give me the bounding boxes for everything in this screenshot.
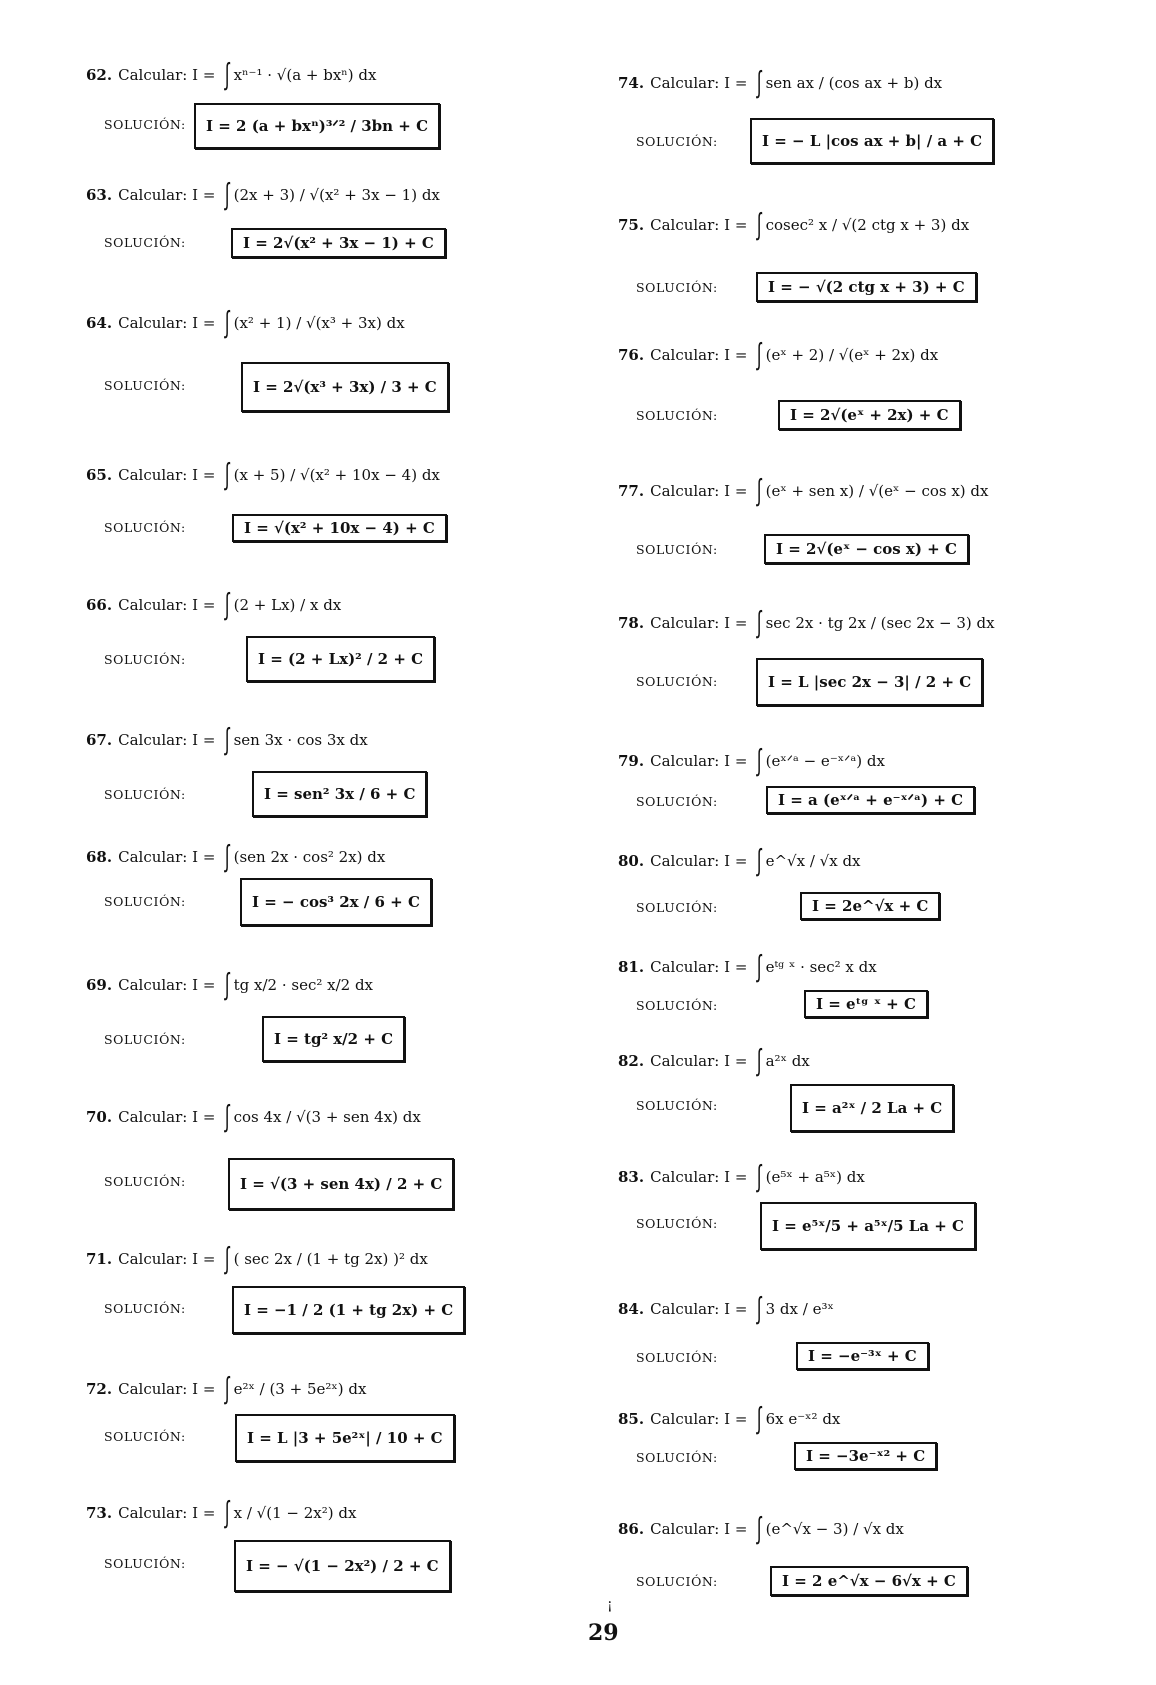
integral-sign-icon: ∫ <box>757 1291 762 1326</box>
problem-label: Calcular: I = <box>118 1250 216 1268</box>
problem-label: Calcular: I = <box>650 752 748 770</box>
solution-label: SOLUCIÓN: <box>636 998 718 1013</box>
answer-box: I = 2√(eˣ − cos x) + C <box>764 534 969 564</box>
answer-box: I = e⁵ˣ/5 + a⁵ˣ/5 La + C <box>760 1202 976 1250</box>
integrand: e²ˣ / (3 + 5e²ˣ) dx <box>233 1380 367 1398</box>
problem-number: 70. <box>86 1108 113 1126</box>
answer-box: I = eᵗᵍ ˣ + C <box>804 990 928 1018</box>
problem-label: Calcular: I = <box>650 1300 748 1318</box>
integral-sign-icon: ∫ <box>225 457 230 492</box>
integral-sign-icon: ∫ <box>757 743 762 778</box>
problem-number: 85. <box>618 1410 645 1428</box>
solution-label: SOLUCIÓN: <box>636 794 718 809</box>
answer-box: I = tg² x/2 + C <box>262 1016 405 1062</box>
answer-box: I = − √(2 ctg x + 3) + C <box>756 272 977 302</box>
problem-label: Calcular: I = <box>650 1052 748 1070</box>
integrand: (x² + 1) / √(x³ + 3x) dx <box>233 314 405 332</box>
integrand: 3 dx / e³ˣ <box>765 1300 834 1318</box>
answer-box: I = √(x² + 10x − 4) + C <box>232 514 447 542</box>
integral-sign-icon: ∫ <box>757 1043 762 1078</box>
answer-box: I = a (eˣᐟᵃ + e⁻ˣᐟᵃ) + C <box>766 786 975 814</box>
solution-label: SOLUCIÓN: <box>104 235 186 250</box>
solution-label: SOLUCIÓN: <box>636 408 718 423</box>
integrand: 6x e⁻ˣ² dx <box>765 1410 841 1428</box>
answer-box: I = a²ˣ / 2 La + C <box>790 1084 954 1132</box>
solution-label: SOLUCIÓN: <box>636 542 718 557</box>
integral-sign-icon: ∫ <box>225 1495 230 1530</box>
problem-number: 66. <box>86 596 113 614</box>
integrand: (e⁵ˣ + a⁵ˣ) dx <box>765 1168 865 1186</box>
answer-box: I = 2√(eˣ + 2x) + C <box>778 400 961 430</box>
problem-number: 82. <box>618 1052 645 1070</box>
problem-number: 81. <box>618 958 645 976</box>
integrand: x / √(1 − 2x²) dx <box>233 1504 357 1522</box>
problem-label: Calcular: I = <box>118 66 216 84</box>
integrand: xⁿ⁻¹ · √(a + bxⁿ) dx <box>233 66 377 84</box>
problem-number: 67. <box>86 731 113 749</box>
integrand: tg x/2 · sec² x/2 dx <box>233 976 374 994</box>
integrand: (sen 2x · cos² 2x) dx <box>233 848 386 866</box>
answer-box: I = − cos³ 2x / 6 + C <box>240 878 432 926</box>
solution-label: SOLUCIÓN: <box>104 117 186 132</box>
solution-label: SOLUCIÓN: <box>636 1350 718 1365</box>
answer-box: I = 2 (a + bxⁿ)³ᐟ² / 3bn + C <box>194 103 440 149</box>
problem-label: Calcular: I = <box>650 1410 748 1428</box>
problem-number: 83. <box>618 1168 645 1186</box>
problem-number: 68. <box>86 848 113 866</box>
integrand: (e^√x − 3) / √x dx <box>765 1520 904 1538</box>
solution-label: SOLUCIÓN: <box>636 280 718 295</box>
solution-label: SOLUCIÓN: <box>636 674 718 689</box>
solution-label: SOLUCIÓN: <box>104 520 186 535</box>
problem-label: Calcular: I = <box>118 596 216 614</box>
integral-sign-icon: ∫ <box>225 1241 230 1276</box>
problem-number: 63. <box>86 186 113 204</box>
problem-number: 77. <box>618 482 645 500</box>
problem-label: Calcular: I = <box>650 216 748 234</box>
answer-box: I = sen² 3x / 6 + C <box>252 771 427 817</box>
answer-box: I = −3e⁻ˣ² + C <box>794 1442 937 1470</box>
problem-label: Calcular: I = <box>118 1504 216 1522</box>
problem-number: 84. <box>618 1300 645 1318</box>
integral-sign-icon: ∫ <box>757 1401 762 1436</box>
solution-label: SOLUCIÓN: <box>104 1032 186 1047</box>
integral-sign-icon: ∫ <box>757 207 762 242</box>
integral-sign-icon: ∫ <box>757 843 762 878</box>
integrand: (x + 5) / √(x² + 10x − 4) dx <box>233 466 440 484</box>
problem-label: Calcular: I = <box>118 848 216 866</box>
integrand: (2x + 3) / √(x² + 3x − 1) dx <box>233 186 440 204</box>
solution-label: SOLUCIÓN: <box>636 1098 718 1113</box>
integral-sign-icon: ∫ <box>225 1099 230 1134</box>
problem-label: Calcular: I = <box>118 466 216 484</box>
integral-sign-icon: ∫ <box>757 949 762 984</box>
problem-label: Calcular: I = <box>650 614 748 632</box>
problem-label: Calcular: I = <box>650 482 748 500</box>
integral-sign-icon: ∫ <box>225 305 230 340</box>
integral-sign-icon: ∫ <box>757 473 762 508</box>
problem-label: Calcular: I = <box>650 346 748 364</box>
problem-label: Calcular: I = <box>118 1108 216 1126</box>
answer-box: I = (2 + Lx)² / 2 + C <box>246 636 435 682</box>
answer-box: I = −1 / 2 (1 + tg 2x) + C <box>232 1286 465 1334</box>
answer-box: I = √(3 + sen 4x) / 2 + C <box>228 1158 454 1210</box>
integrand: a²ˣ dx <box>765 1052 810 1070</box>
problem-label: Calcular: I = <box>118 314 216 332</box>
integrand: (2 + Lx) / x dx <box>233 596 342 614</box>
integral-sign-icon: ∫ <box>225 722 230 757</box>
solution-label: SOLUCIÓN: <box>104 1301 186 1316</box>
integral-sign-icon: ∫ <box>757 1511 762 1546</box>
problem-number: 62. <box>86 66 113 84</box>
problem-label: Calcular: I = <box>650 1168 748 1186</box>
answer-box: I = 2√(x² + 3x − 1) + C <box>231 228 446 258</box>
integrand: sec 2x · tg 2x / (sec 2x − 3) dx <box>765 614 995 632</box>
problem-number: 86. <box>618 1520 645 1538</box>
integrand: (eˣ + sen x) / √(eˣ − cos x) dx <box>765 482 989 500</box>
integrand: sen 3x · cos 3x dx <box>233 731 368 749</box>
problem-label: Calcular: I = <box>118 731 216 749</box>
integral-sign-icon: ∫ <box>225 177 230 212</box>
integral-sign-icon: ∫ <box>225 587 230 622</box>
problem-label: Calcular: I = <box>118 186 216 204</box>
page-mark: ¡ <box>607 1597 613 1613</box>
integrand: e^√x / √x dx <box>765 852 861 870</box>
integral-sign-icon: ∫ <box>225 967 230 1002</box>
integrand: cos 4x / √(3 + sen 4x) dx <box>233 1108 421 1126</box>
integrand: eᵗᵍ ˣ · sec² x dx <box>765 958 877 976</box>
integral-sign-icon: ∫ <box>225 57 230 92</box>
answer-box: I = L |sec 2x − 3| / 2 + C <box>756 658 983 706</box>
problem-number: 74. <box>618 74 645 92</box>
problem-number: 78. <box>618 614 645 632</box>
page-number: 29 <box>588 1620 619 1646</box>
answer-box: I = 2√(x³ + 3x) / 3 + C <box>241 362 449 412</box>
answer-box: I = − √(1 − 2x²) / 2 + C <box>234 1540 451 1592</box>
integral-sign-icon: ∫ <box>757 65 762 100</box>
solution-label: SOLUCIÓN: <box>104 1174 186 1189</box>
integral-sign-icon: ∫ <box>757 337 762 372</box>
solution-label: SOLUCIÓN: <box>636 900 718 915</box>
problem-label: Calcular: I = <box>650 852 748 870</box>
problem-label: Calcular: I = <box>118 1380 216 1398</box>
answer-box: I = 2e^√x + C <box>800 892 940 920</box>
integrand: ( sec 2x / (1 + tg 2x) )² dx <box>233 1250 428 1268</box>
problem-label: Calcular: I = <box>650 74 748 92</box>
solution-label: SOLUCIÓN: <box>104 1556 186 1571</box>
problem-number: 76. <box>618 346 645 364</box>
answer-box: I = 2 e^√x − 6√x + C <box>770 1566 968 1596</box>
problem-number: 73. <box>86 1504 113 1522</box>
problem-number: 65. <box>86 466 113 484</box>
problem-number: 75. <box>618 216 645 234</box>
integral-sign-icon: ∫ <box>757 1159 762 1194</box>
solution-label: SOLUCIÓN: <box>104 652 186 667</box>
solution-label: SOLUCIÓN: <box>636 1450 718 1465</box>
integral-sign-icon: ∫ <box>225 839 230 874</box>
problem-number: 71. <box>86 1250 113 1268</box>
problem-label: Calcular: I = <box>118 976 216 994</box>
problem-number: 64. <box>86 314 113 332</box>
solution-label: SOLUCIÓN: <box>636 1574 718 1589</box>
solution-label: SOLUCIÓN: <box>104 378 186 393</box>
integral-sign-icon: ∫ <box>757 605 762 640</box>
integrand: (eˣ + 2) / √(eˣ + 2x) dx <box>765 346 939 364</box>
integral-sign-icon: ∫ <box>225 1371 230 1406</box>
problem-number: 79. <box>618 752 645 770</box>
solution-label: SOLUCIÓN: <box>636 1216 718 1231</box>
problem-number: 69. <box>86 976 113 994</box>
solution-label: SOLUCIÓN: <box>104 787 186 802</box>
solution-label: SOLUCIÓN: <box>104 1429 186 1444</box>
solution-label: SOLUCIÓN: <box>104 894 186 909</box>
problem-number: 80. <box>618 852 645 870</box>
answer-box: I = −e⁻³ˣ + C <box>796 1342 929 1370</box>
integrand: sen ax / (cos ax + b) dx <box>765 74 943 92</box>
problem-label: Calcular: I = <box>650 1520 748 1538</box>
integrand: (eˣᐟᵃ − e⁻ˣᐟᵃ) dx <box>765 752 885 770</box>
answer-box: I = − L |cos ax + b| / a + C <box>750 118 994 164</box>
integrand: cosec² x / √(2 ctg x + 3) dx <box>765 216 970 234</box>
problem-label: Calcular: I = <box>650 958 748 976</box>
solution-label: SOLUCIÓN: <box>636 134 718 149</box>
answer-box: I = L |3 + 5e²ˣ| / 10 + C <box>235 1414 455 1462</box>
problem-number: 72. <box>86 1380 113 1398</box>
